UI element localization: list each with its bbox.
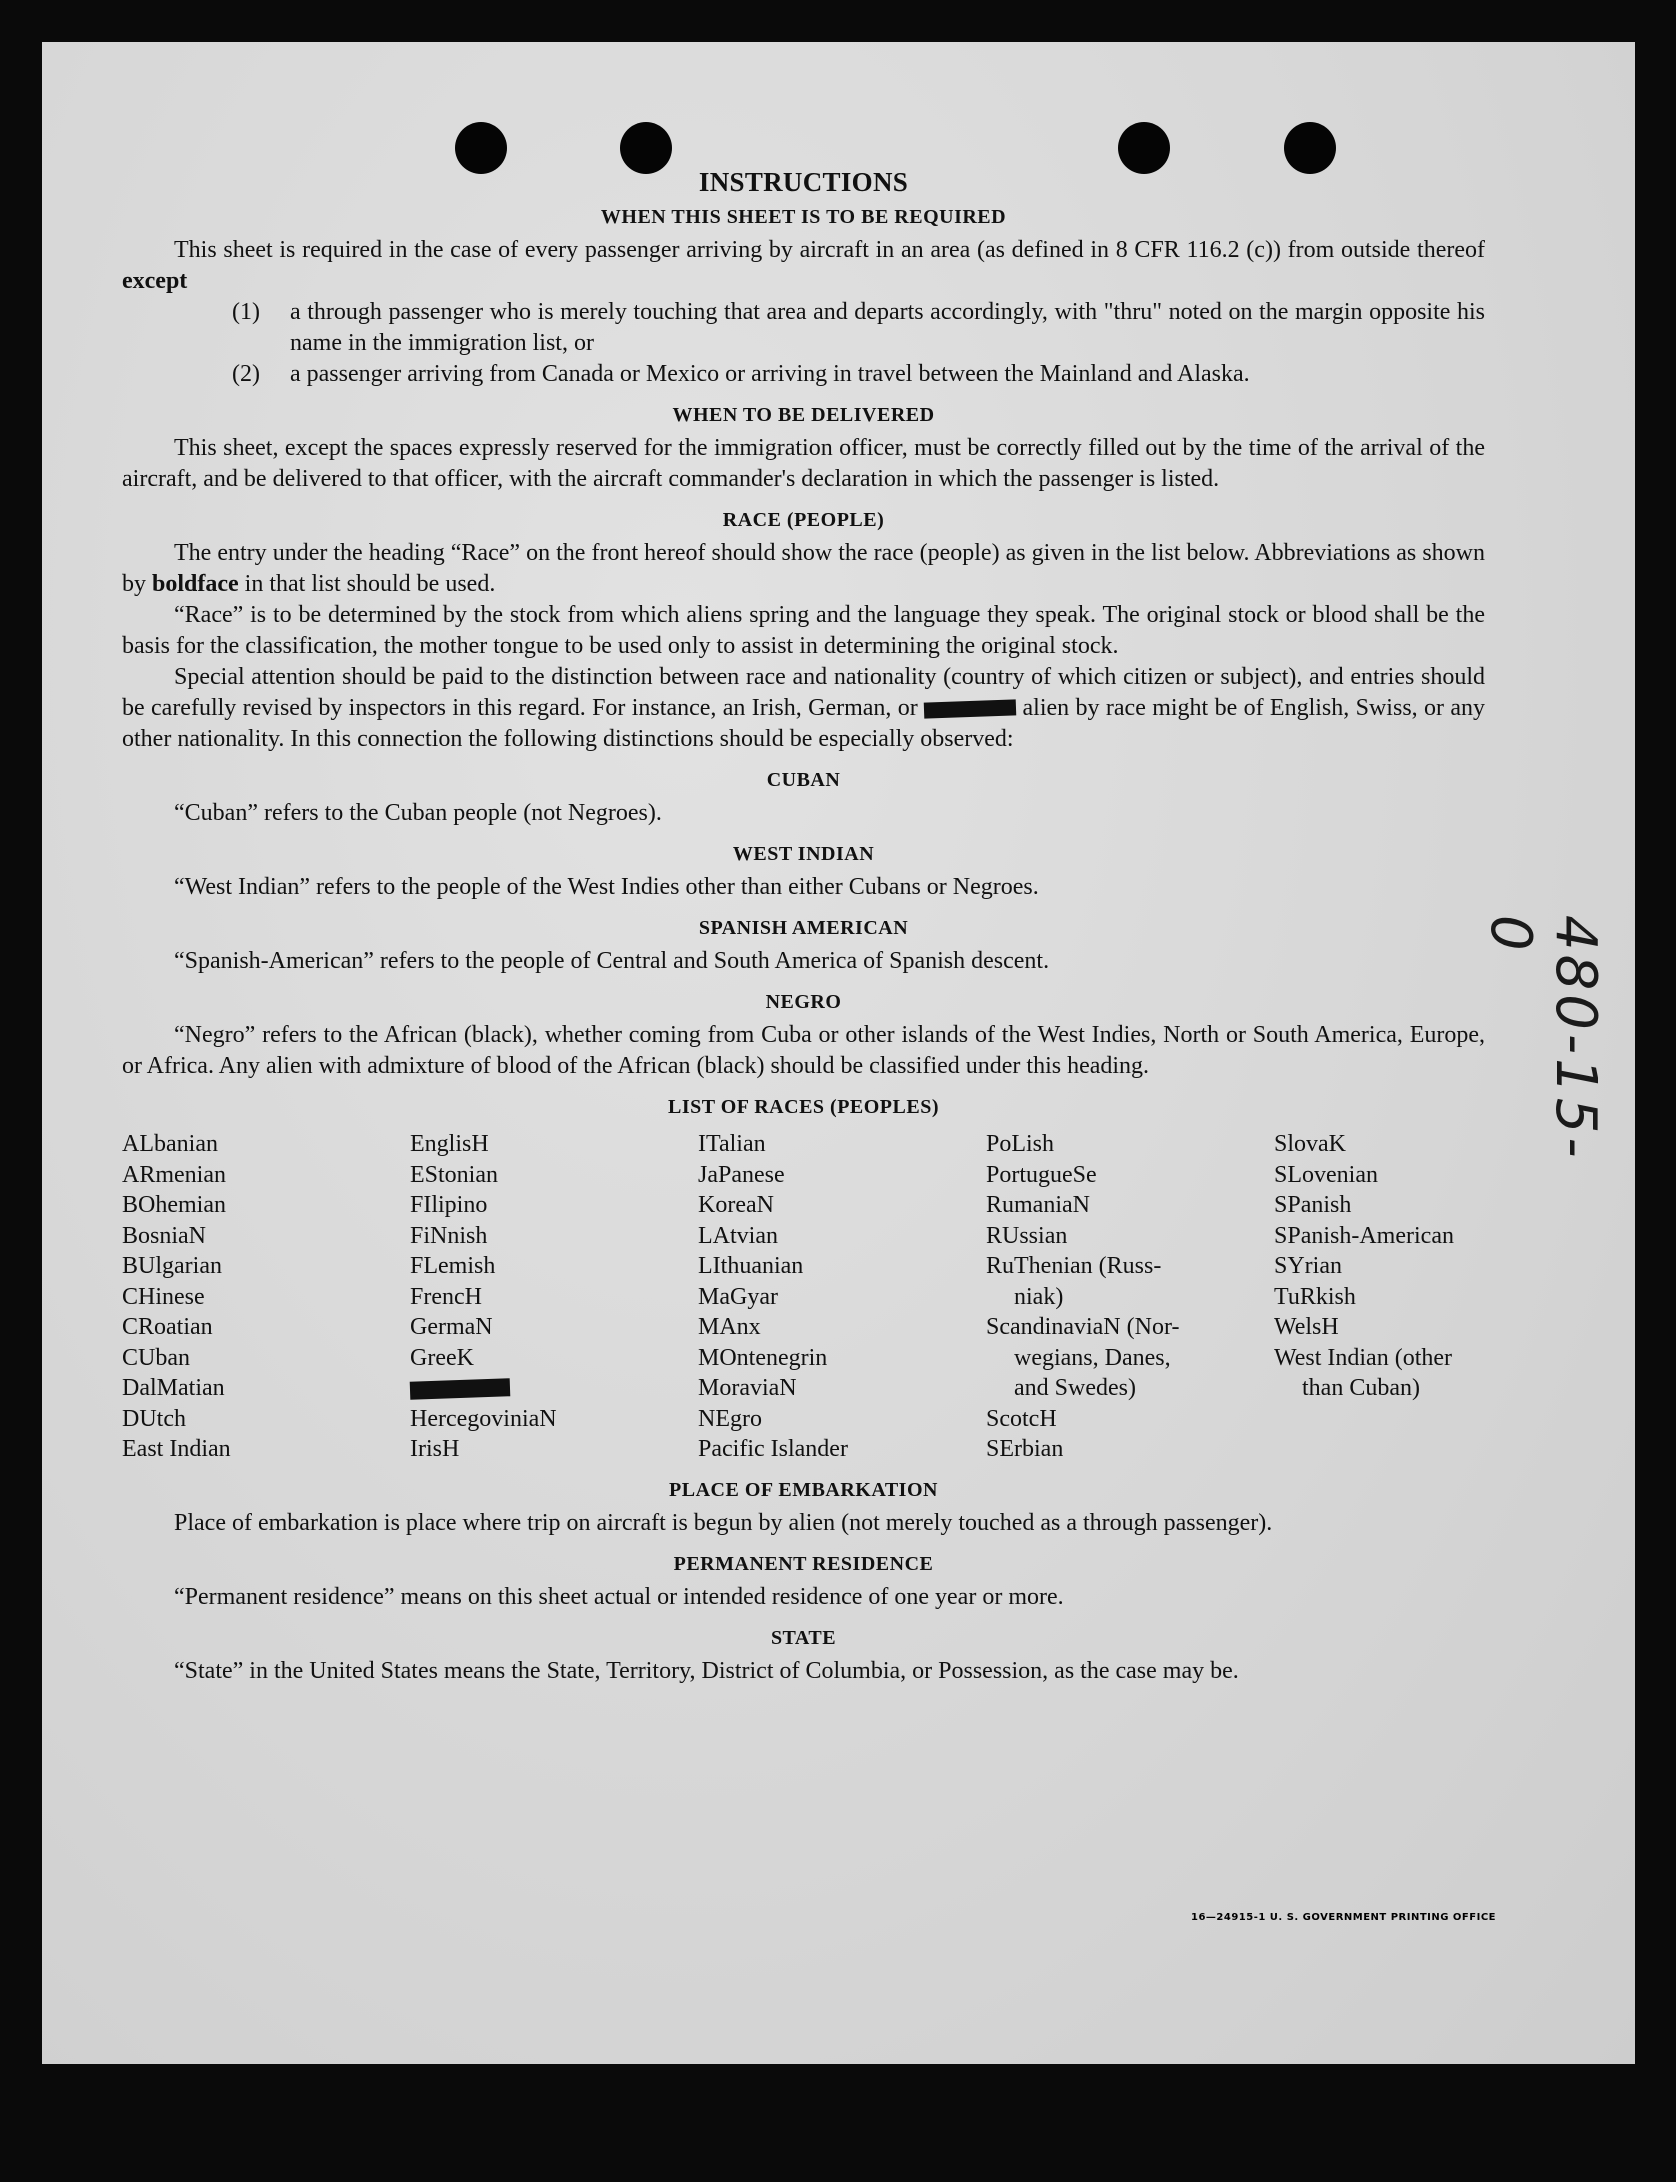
page-title: INSTRUCTIONS xyxy=(698,167,909,197)
section-heading-negro: NEGRO xyxy=(765,991,842,1013)
condition-item-1: (1) a through passenger who is merely touching that area and departs accordingly, with "thru" noted on the margin opposite his name in the immigration list, or xyxy=(232,299,1485,356)
race-item: CUban xyxy=(122,1344,190,1371)
race-item: GreeK xyxy=(410,1344,474,1371)
printing-office-code: 16—24915-1 U. S. GOVERNMENT PRINTING OFFICE xyxy=(1191,1912,1496,1923)
race-item: FIlipino xyxy=(410,1192,488,1218)
race-column-5 xyxy=(1274,1129,1562,1465)
race-item: CRoatian xyxy=(122,1314,213,1340)
section-heading-state: STATE xyxy=(770,1626,837,1649)
race-item: LIthuanian xyxy=(698,1253,804,1279)
race-item: RUssian xyxy=(986,1222,1068,1249)
race-item: CHinese xyxy=(122,1283,205,1310)
section-heading-embarkation: PLACE OF EMBARKATION xyxy=(669,1478,938,1501)
race-item: MoraviaN xyxy=(698,1375,797,1401)
race-item: MOntenegrin xyxy=(698,1344,828,1371)
race-paragraph-2: “Race” is to be determined by the stock from which aliens spring and the language they speak. The original stock or blood shall be the basis for the classification, the mother tongue to be used only to assist in determining the original stock. xyxy=(122,602,1485,659)
redaction-mark xyxy=(924,700,1017,719)
race-item: RumaniaN xyxy=(986,1192,1090,1218)
race-item: DUtch xyxy=(122,1405,186,1432)
race-column-2 xyxy=(410,1129,698,1465)
race-item: SPanish xyxy=(1274,1192,1352,1218)
race-item: BUlgarian xyxy=(122,1253,222,1279)
race-item: NEgro xyxy=(698,1405,762,1432)
punch-hole xyxy=(1284,122,1336,174)
west-indian-text: “West Indian” refers to the people of the West Indies other than either Cubans or Negroes. xyxy=(174,874,1039,900)
when-required-intro: This sheet is required in the case of every passenger arriving by aircraft in an area (as defined in 8 CFR 116.2 (c)) from outside thereof except xyxy=(122,237,1485,294)
race-paragraph-1: The entry under the heading “Race” on the front hereof should show the race (people) as given in the list below. Abbreviations as shown by boldface in that list should be used. xyxy=(122,540,1485,597)
race-list xyxy=(122,1129,1485,1465)
race-item: WelsH xyxy=(1274,1314,1339,1340)
race-item: HercegoviniaN xyxy=(410,1405,557,1432)
section-heading-when-required: WHEN THIS SHEET IS TO BE REQUIRED xyxy=(600,206,1007,228)
section-heading-when-delivered: WHEN TO BE DELIVERED xyxy=(672,404,935,426)
race-item: ScandinaviaN (Nor- xyxy=(986,1314,1180,1340)
race-item: JaPanese xyxy=(698,1161,785,1188)
race-item: SErbian xyxy=(986,1436,1064,1462)
punch-hole xyxy=(1118,122,1170,174)
race-item: FLemish xyxy=(410,1253,496,1279)
race-column-1 xyxy=(122,1129,410,1465)
race-item: MAnx xyxy=(698,1314,761,1340)
section-heading-list-of-races: LIST OF RACES (PEOPLES) xyxy=(667,1096,939,1118)
race-item: SLovenian xyxy=(1274,1161,1378,1188)
race-item: ITalian xyxy=(698,1131,766,1157)
race-item: SlovaK xyxy=(1274,1131,1346,1157)
section-heading-west-indian: WEST INDIAN xyxy=(732,843,875,865)
race-item: ALbanian xyxy=(122,1131,218,1157)
race-item-continued: than Cuban) xyxy=(1302,1375,1420,1401)
race-column-4 xyxy=(986,1129,1274,1465)
embarkation-text: Place of embarkation is place where trip on aircraft is begun by alien (not merely touched as a through passenger). xyxy=(174,1509,1273,1536)
race-item: LAtvian xyxy=(698,1222,778,1249)
race-item: PoLish xyxy=(986,1131,1055,1157)
race-item: SYrian xyxy=(1274,1253,1342,1279)
race-item: FiNnish xyxy=(410,1222,488,1249)
race-item: West Indian (other xyxy=(1274,1344,1453,1371)
punch-hole xyxy=(455,122,507,174)
race-item: KoreaN xyxy=(698,1192,774,1218)
race-item: SPanish-American xyxy=(1274,1222,1454,1249)
race-item: PortugueSe xyxy=(986,1161,1097,1188)
race-item: BosniaN xyxy=(122,1222,206,1249)
race-item: EnglisH xyxy=(410,1131,489,1157)
race-item: East Indian xyxy=(122,1436,231,1462)
race-paragraph-3: Special attention should be paid to the distinction between race and nationality (country of which citizen or subject), and entries should be carefully revised by inspectors in this regard. For instance, an Irish, German, or alien by race might be of English, Swiss, or any other nationality. In this connection the following distinctions should be especially observed: xyxy=(122,664,1486,752)
race-item-continued: niak) xyxy=(1014,1283,1064,1310)
section-heading-residence: PERMANENT RESIDENCE xyxy=(673,1552,934,1575)
state-text: “State” in the United States means the State, Territory, District of Columbia, or Possession, as the case may be. xyxy=(174,1657,1239,1684)
race-item: ScotcH xyxy=(986,1405,1057,1432)
punch-hole xyxy=(620,122,672,174)
cuban-text: “Cuban” refers to the Cuban people (not Negroes). xyxy=(174,800,662,826)
race-item-continued: wegians, Danes, xyxy=(1014,1344,1171,1371)
race-item: TuRkish xyxy=(1274,1283,1356,1310)
race-item-continued: and Swedes) xyxy=(1014,1375,1136,1401)
race-item-redacted xyxy=(410,1373,698,1404)
race-item: IrisH xyxy=(410,1436,460,1462)
race-column-3 xyxy=(698,1129,986,1465)
race-item: FrencH xyxy=(410,1283,482,1310)
residence-text: “Permanent residence” means on this sheet actual or intended residence of one year or more. xyxy=(174,1583,1064,1610)
condition-item-2: (2) a passenger arriving from Canada or Mexico or arriving in travel between the Mainland and Alaska. xyxy=(232,361,1250,387)
race-item: GermaN xyxy=(410,1314,493,1340)
document-page xyxy=(42,42,1635,2064)
when-delivered-text: This sheet, except the spaces expressly reserved for the immigration officer, must be correctly filled out by the time of the arrival of the aircraft, and be delivered to that officer, with the aircraft commander's declaration in which the passenger is listed. xyxy=(122,435,1485,492)
race-item: RuThenian (Russ- xyxy=(986,1253,1162,1279)
race-item: MaGyar xyxy=(698,1283,778,1310)
race-item: BOhemian xyxy=(122,1192,226,1218)
race-item: ARmenian xyxy=(122,1161,226,1188)
section-heading-spanish-american: SPANISH AMERICAN xyxy=(698,917,909,939)
race-item: Pacific Islander xyxy=(698,1436,848,1462)
race-item: EStonian xyxy=(410,1161,498,1188)
race-item: DalMatian xyxy=(122,1375,225,1401)
section-heading-race: RACE (PEOPLE) xyxy=(722,509,885,531)
section-heading-cuban: CUBAN xyxy=(766,769,841,791)
negro-text: “Negro” refers to the African (black), whether coming from Cuba or other islands of the West Indies, North or South America, Europe, or Africa. Any alien with admixture of blood of the African (black) should be classified under this heading. xyxy=(122,1022,1485,1079)
spanish-american-text: “Spanish-American” refers to the people of Central and South America of Spanish descent. xyxy=(174,948,1050,974)
redaction-mark xyxy=(410,1379,511,1400)
handwritten-annotation: 480-15-0 xyxy=(1478,915,1608,1162)
